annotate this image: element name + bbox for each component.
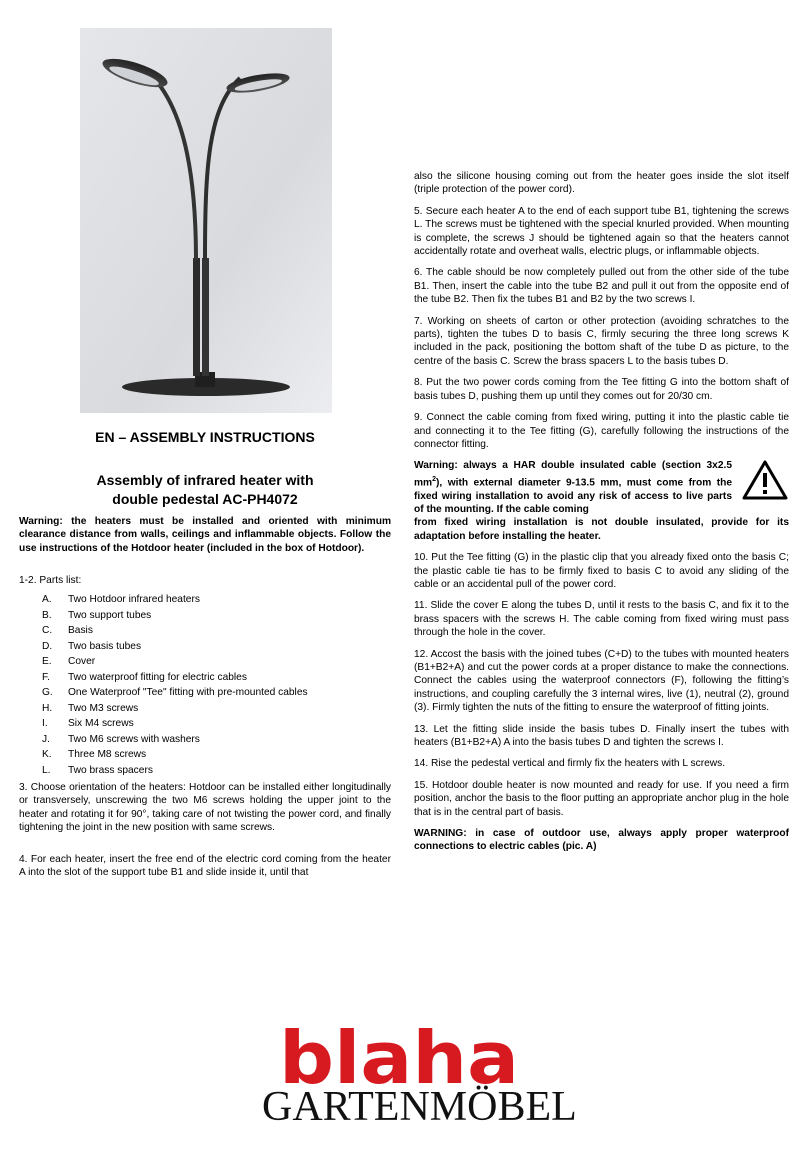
part-text: Two M6 screws with washers bbox=[68, 733, 200, 745]
step-13: 13. Let the fitting slide inside the basis tubes D. Finally insert the tubes with heaters (B1+B2+A) A into the basis tubes D and tighten the screws I. bbox=[414, 723, 789, 749]
part-text: Three M8 screws bbox=[68, 749, 147, 760]
step-3: 3. Choose orientation of the heaters: Hotdoor can be installed either longitudinally or transversely, unscrewing the two M6 screws holding the upper joint to the heater and rotating it for 90°, taking care of not twisting the power cord, and finally tightening the joint in the new position with same screws. bbox=[19, 782, 391, 834]
part-item bbox=[42, 718, 382, 734]
assembly-heading-line-2: double pedestal AC-PH4072 bbox=[112, 491, 298, 507]
part-text: Six M4 screws bbox=[68, 718, 134, 729]
product-photo-heater bbox=[80, 28, 332, 413]
step-7: 7. Working on sheets of carton or other protection (avoiding schratches to the parts), tighten the tubes D to basis C, firmly securing the three long screws K included in the pack, positioning the bottom shaft of the tube D as picture, to the centre of the basis C. Screw the brass spacers L to the basis tubes D. bbox=[414, 315, 789, 367]
step-9: 9. Connect the cable coming from fixed wiring, putting it into the plastic cable tie and connecting it to the Tee fitting (G), carefully following the instructions of the connector fitting. bbox=[414, 412, 789, 450]
warning-triangle-icon bbox=[741, 459, 789, 501]
step-11: 11. Slide the cover E along the tubes D, until it rests to the basis C, and fix it to the brass spacers with the screws H. The cable coming from fixed wiring must pass through the hole in the cover. bbox=[414, 600, 789, 639]
part-item bbox=[42, 765, 382, 781]
part-text: Cover bbox=[68, 656, 96, 667]
part-item bbox=[42, 734, 382, 750]
part-item bbox=[42, 594, 382, 610]
blaha-wordmark bbox=[277, 1025, 522, 1089]
step-14: 14. Rise the pedestal vertical and firmly fix the heaters with L screws. bbox=[414, 758, 726, 770]
part-text: Two Hotdoor infrared heaters bbox=[68, 594, 200, 605]
part-letter: G. bbox=[42, 687, 53, 698]
part-letter: K. bbox=[42, 749, 52, 760]
part-text: Two basis tubes bbox=[68, 640, 142, 652]
parts-list-label: 1-2. Parts list: bbox=[19, 575, 82, 586]
cable-warning-part-a: Warning: always a HAR double insulated cable (section 3x2.5 mm bbox=[414, 460, 732, 489]
cable-warning-part-b: ), with external diameter 9-13.5 mm, must come from the fixed wiring installation to avoid any risk of access to live parts of the mounting. If the cable coming bbox=[414, 477, 732, 515]
step-4: 4. For each heater, insert the free end of the electric cord coming from the heater A into the slot of the support tube B1 and slide inside it, until that bbox=[19, 854, 391, 879]
step-15: 15. Hotdoor double heater is now mounted and ready for use. If you need a firm position, anchor the basis to the floor putting an appropriate anchor plug in the hole that is in the central part of basis. bbox=[414, 779, 789, 818]
part-item bbox=[42, 749, 382, 765]
cable-warning-bottom: from fixed wiring installation is not double insulated, provide for its adaptation before installing the heater. bbox=[414, 517, 789, 542]
assembly-heading-line-1: Assembly of infrared heater with bbox=[96, 472, 314, 488]
part-text: Basis bbox=[68, 625, 93, 636]
cable-warning-top bbox=[414, 459, 732, 516]
part-text: One Waterproof "Tee" fitting with pre-mounted cables bbox=[68, 687, 308, 698]
step-5: 5. Secure each heater A to the end of each support tube B1, tightening the screws L. The screws must be tightened with the special knurled provided. When mounting is complete, the screws J should be tightened again so that the heaters cannot accidentally rotate and overheat walls, electric plugs, or inflammable objects. bbox=[414, 205, 789, 258]
part-letter: I. bbox=[42, 718, 48, 729]
part-letter: C. bbox=[42, 625, 53, 636]
part-text: Two support tubes bbox=[68, 609, 152, 621]
step-12: 12. Accost the basis with the joined tubes (C+D) to the tubes with mounted heaters (B1+B2+A) and cut the power cords at a proper distance to make the connections. Connect the cables using the waterproof connectors (F), following the fitting’s instructions, and coupling carefully the 3 internal wires, live (1), neutral (2), ground (3). Firmly tighten the nuts of the fitting to ensure the waterproof of fitting joints. bbox=[414, 648, 789, 714]
step-8: 8. Put the two power cords coming from the Tee fitting G into the bottom shaft of basis tubes D, pushing them up until they comes out for 20/30 cm. bbox=[414, 377, 789, 402]
cable-warning-superscript: 2 bbox=[432, 475, 437, 483]
assembly-heading bbox=[19, 471, 391, 509]
part-letter: H. bbox=[42, 702, 53, 714]
step-10: 10. Put the Tee fitting (G) in the plastic clip that you already fixed onto the basis C; the plastic cable tie has to be firmly fixed to basis C to avoid any sliding of the cable or an accidental pull of the power cord. bbox=[414, 552, 789, 590]
brand-logo bbox=[262, 1025, 577, 1143]
parts-list bbox=[42, 594, 382, 780]
part-letter: L. bbox=[42, 764, 51, 776]
clearance-warning: Warning: the heaters must be installed and oriented with minimum clearance distance from walls, ceilings and inflammable objects. Follow the use instructions of the Hotdoor heater (included in the box of Hotdoor). bbox=[19, 516, 391, 554]
cable-warning bbox=[414, 459, 789, 543]
page-title: EN – ASSEMBLY INSTRUCTIONS bbox=[95, 429, 315, 445]
step-4-continued: also the silicone housing coming out from the heater goes inside the slot itself (triple protection of the power cord). bbox=[414, 171, 789, 196]
part-item bbox=[42, 672, 382, 688]
part-item bbox=[42, 687, 382, 703]
part-item bbox=[42, 610, 382, 626]
step-6: 6. The cable should be now completely pulled out from the other side of the tube B1. Then, insert the cable into the tube B2 and pull it out from the opposite end of the tube B2. Then fix the tubes B1 and B2 by the two screws I. bbox=[414, 267, 789, 306]
part-letter: J. bbox=[42, 733, 50, 745]
right-column bbox=[414, 170, 789, 862]
part-letter: D. bbox=[42, 640, 53, 652]
part-text: Two brass spacers bbox=[68, 764, 153, 776]
part-item bbox=[42, 641, 382, 657]
part-text: Two waterproof fitting for electric cables bbox=[68, 671, 247, 683]
outdoor-warning: WARNING: in case of outdoor use, always apply proper waterproof connections to electric cables (pic. A) bbox=[414, 828, 789, 853]
gartenmobel-wordmark: GARTENMÖBEL bbox=[262, 1084, 577, 1130]
part-item bbox=[42, 703, 382, 719]
part-letter: F. bbox=[42, 671, 50, 683]
part-letter: E. bbox=[42, 656, 52, 667]
part-letter: B. bbox=[42, 609, 52, 621]
svg-text:blaha: blaha bbox=[279, 1025, 519, 1089]
part-text: Two M3 screws bbox=[68, 702, 139, 714]
part-item bbox=[42, 625, 382, 641]
part-letter: A. bbox=[42, 594, 52, 605]
part-item bbox=[42, 656, 382, 672]
